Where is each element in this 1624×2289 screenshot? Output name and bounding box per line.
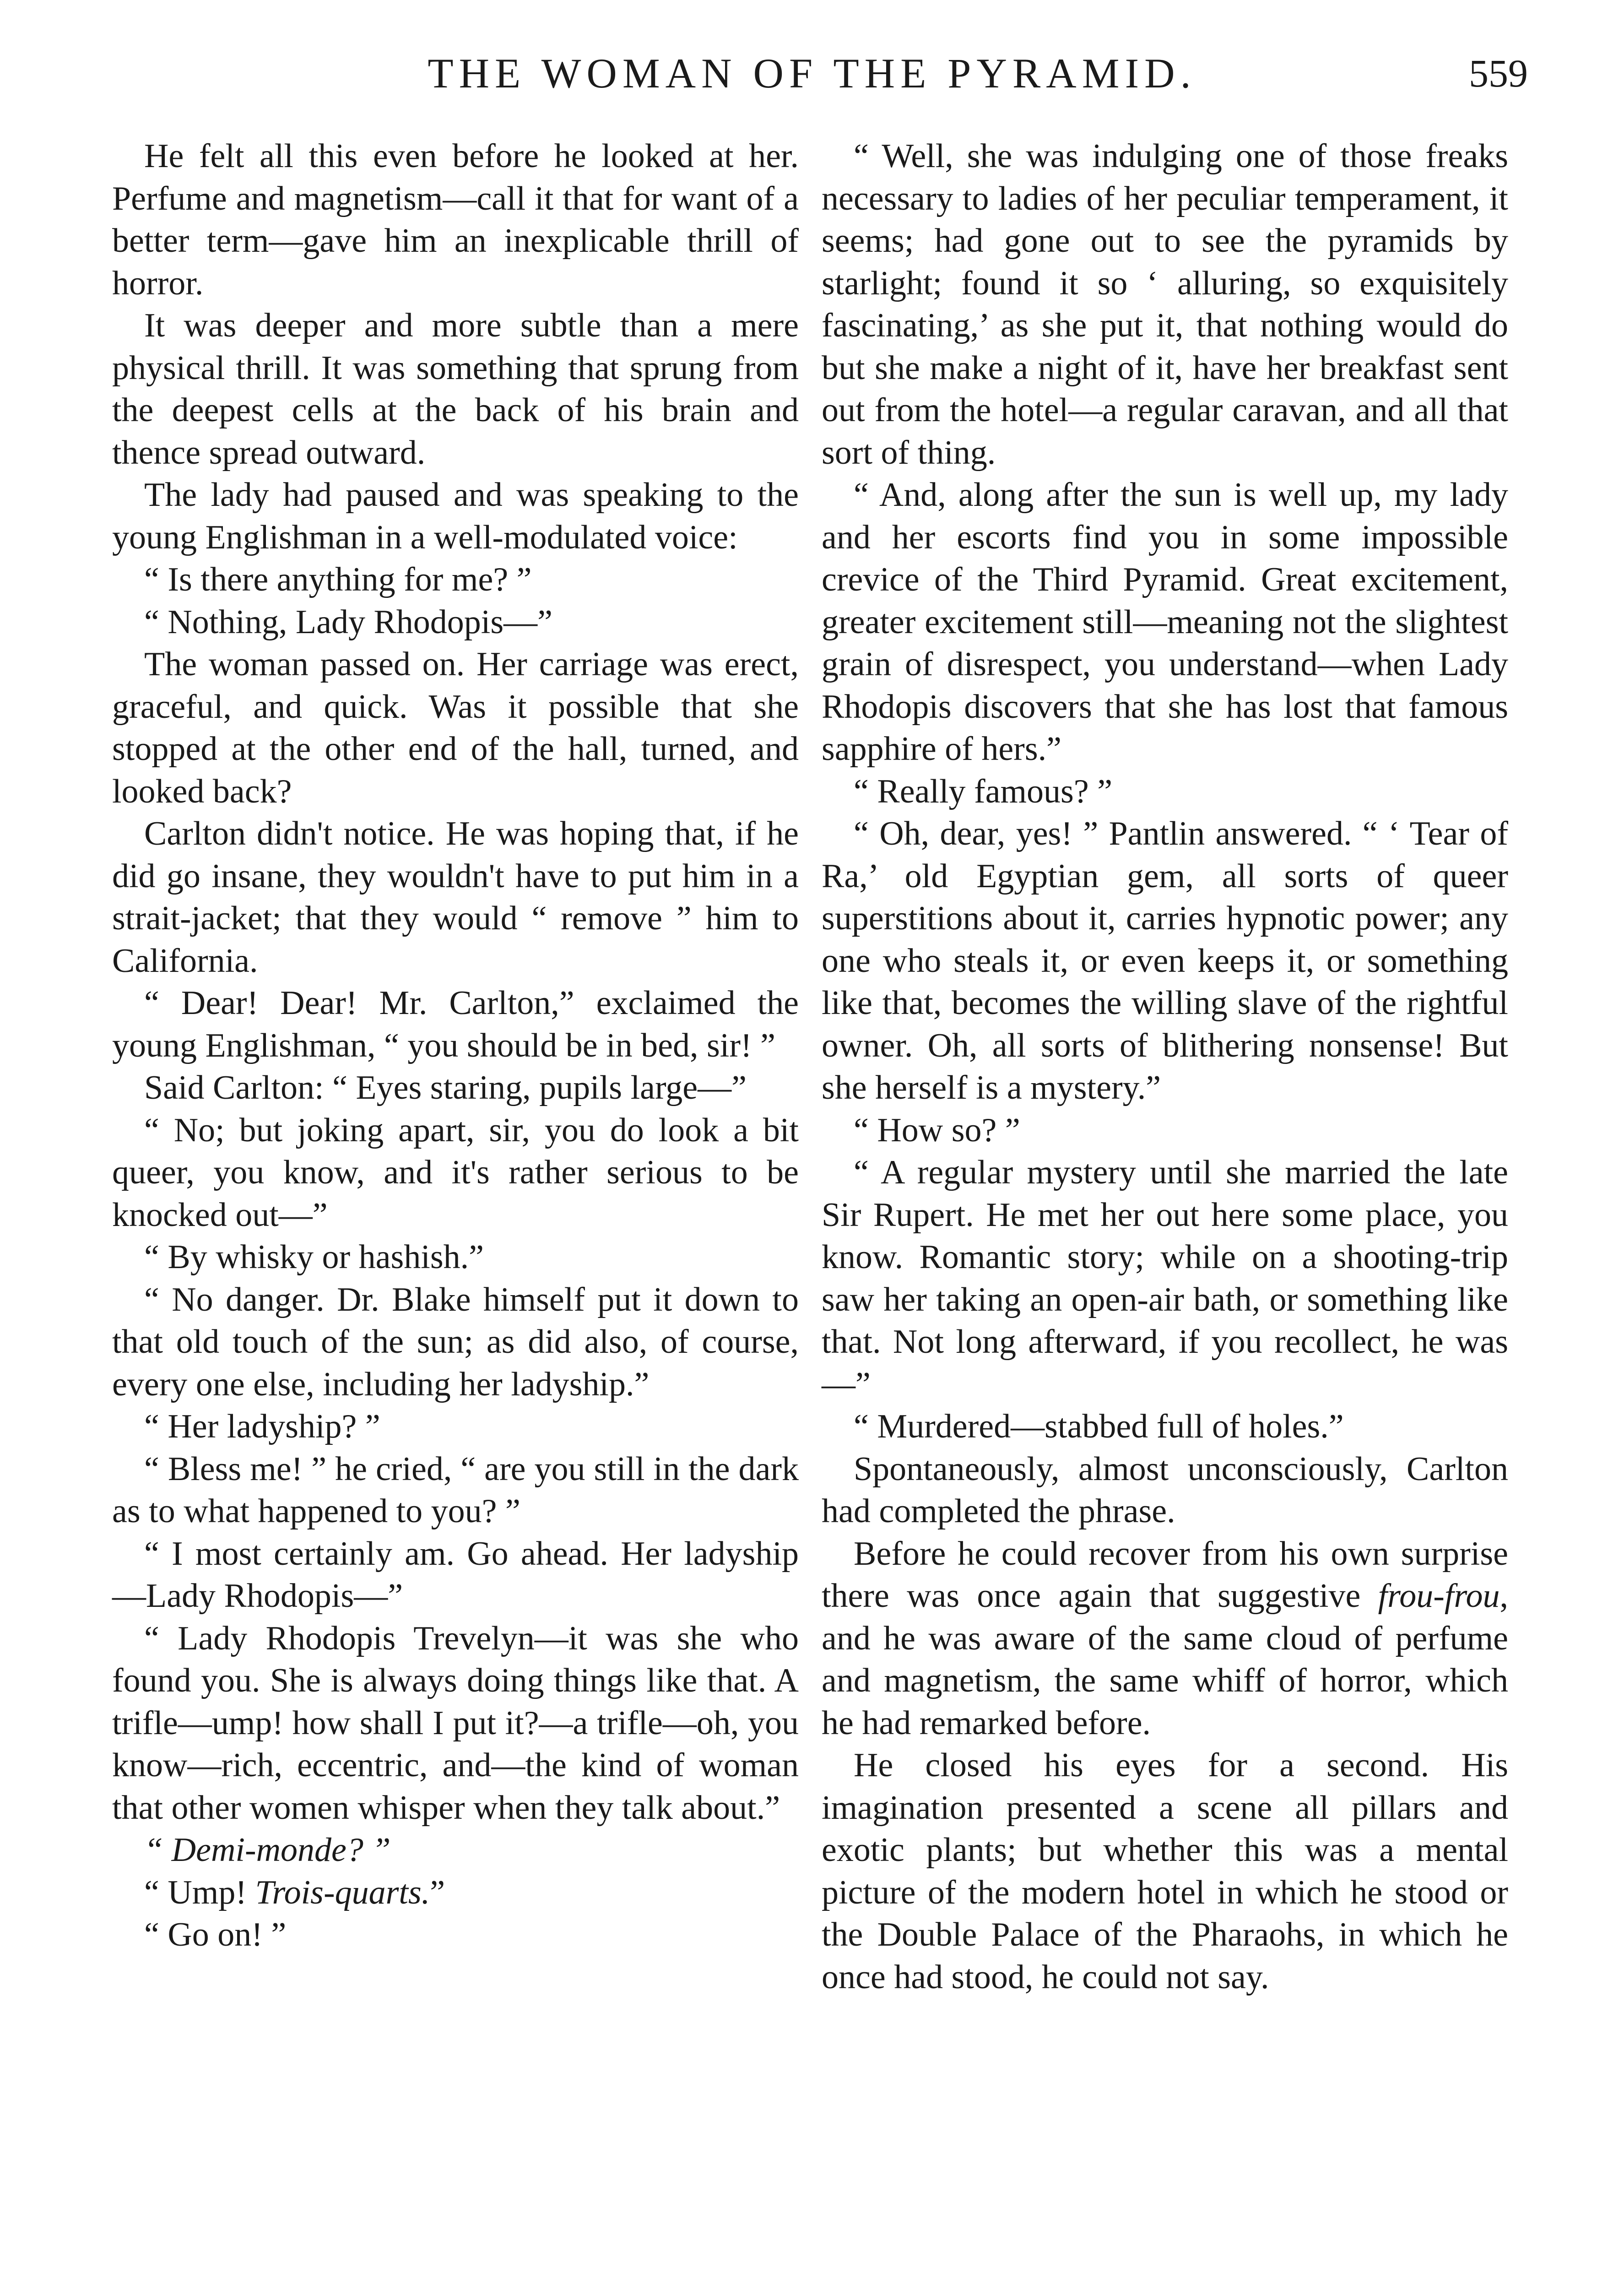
italic-text: frou-frou xyxy=(1378,1577,1500,1615)
text-span: , and he was aware of the same cloud of perfume and magnetism, the same whiff of horror, which he had remarked before. xyxy=(822,1577,1508,1742)
paragraph: “ How so? ” xyxy=(854,1111,1020,1149)
paragraph: “ Is there anything for me? ” xyxy=(144,561,532,598)
italic-text: “ Demi-monde? ” xyxy=(144,1831,391,1869)
paragraph: “ And, along after the sun is well up, my lady and her escorts find you in some impossible crevice of the Third Pyramid. Great excitement, greater excitement still—meaning not the slightest grain of disrespect, you understand—when Lady Rhodopis discovers that she has lost that famous sapphire of hers.” xyxy=(822,476,1508,768)
text-span: ” xyxy=(430,1873,445,1911)
paragraph-demi-monde xyxy=(112,1829,799,1871)
text-span: “ Ump! xyxy=(144,1873,255,1911)
paragraph: “ By whisky or hashish.” xyxy=(144,1238,484,1276)
page-header xyxy=(0,46,1624,101)
paragraph: “ Dear! Dear! Mr. Carlton,” exclaimed the young Englishman, “ you should be in bed, sir! ” xyxy=(112,984,799,1064)
paragraph: Spontaneously, almost unconsciously, Carlton had completed the phrase. xyxy=(822,1450,1508,1530)
paragraph: “ Nothing, Lady Rhodopis—” xyxy=(144,603,553,641)
paragraph: He closed his eyes for a second. His imagination presented a scene all pillars and exotic plants; but whether this was a mental picture of the modern hotel in which he stood or the Double Palace of the Pharaohs, in which he once had stood, he could not say. xyxy=(822,1747,1508,1996)
right-column xyxy=(822,135,1508,1998)
paragraph: “ No danger. Dr. Blake himself put it down to that old touch of the sun; as did also, of course, every one else, including her ladyship.” xyxy=(112,1280,799,1403)
paragraph: “ Murdered—stabbed full of holes.” xyxy=(854,1408,1344,1445)
paragraph: “ I most certainly am. Go ahead. Her ladyship—Lady Rhodopis—” xyxy=(112,1535,799,1615)
paragraph: “ A regular mystery until she married the late Sir Rupert. He met her out here some place, you know. Romantic story; while on a shooting-trip saw her taking an open-air bath, or something like that. Not long afterward, if you recollect, he was—” xyxy=(822,1154,1508,1403)
running-title: THE WOMAN OF THE PYRAMID. xyxy=(428,50,1196,97)
paragraph: “ Her ladyship? ” xyxy=(144,1408,380,1445)
paragraph: “ Really famous? ” xyxy=(854,772,1113,810)
paragraph: “ Bless me! ” he cried, “ are you still in the dark as to what happened to you? ” xyxy=(112,1450,799,1530)
paragraph: Said Carlton: “ Eyes staring, pupils large—” xyxy=(144,1069,747,1107)
text-span: Before he could recover from his own surprise there was once again that suggestive xyxy=(822,1535,1508,1615)
paragraph: “ Oh, dear, yes! ” Pantlin answered. “ ‘ Tear of Ra,’ old Egyptian gem, all sorts of queer superstitions about it, carries hypnotic power; any one who steals it, or even keeps it, or something like that, becomes the willing slave of the rightful owner. Oh, all sorts of blithering nonsense! But she herself is a mystery.” xyxy=(822,815,1508,1107)
left-column xyxy=(112,135,799,1956)
page-number: 559 xyxy=(1469,51,1528,95)
paragraph-frou-frou xyxy=(822,1533,1508,1745)
paragraph: The woman passed on. Her carriage was erect, graceful, and quick. Was it possible that she stopped at the other end of the hall, turned, and looked back? xyxy=(112,645,799,810)
paragraph: “ Go on! ” xyxy=(144,1916,287,1953)
paragraph-trois-quarts xyxy=(112,1871,799,1914)
paragraph: The lady had paused and was speaking to the young Englishman in a well-modulated voice: xyxy=(112,476,799,556)
paragraph: “ No; but joking apart, sir, you do look a bit queer, you know, and it's rather serious to be knocked out—” xyxy=(112,1111,799,1234)
paragraph: “ Well, she was indulging one of those freaks necessary to ladies of her peculiar temperament, it seems; had gone out to see the pyramids by starlight; found it so ‘ alluring, so exquisitely fascinating,’ as she put it, that nothing would do but she make a night of it, have her breakfast sent out from the hotel—a regular caravan, and all that sort of thing. xyxy=(822,137,1508,472)
italic-text: Trois-quarts. xyxy=(255,1873,430,1911)
paragraph: “ Lady Rhodopis Trevelyn—it was she who found you. She is always doing things like that. A trifle—ump! how shall I put it?—a trifle—oh, you know—rich, eccentric, and—the kind of woman that other women whisper when they talk about.” xyxy=(112,1619,799,1827)
paragraph: Carlton didn't notice. He was hoping that, if he did go insane, they wouldn't have to put him in a strait-jacket; that they would “ remove ” him to California. xyxy=(112,815,799,980)
paragraph: He felt all this even before he looked at her. Perfume and magnetism—call it that for want of a better term—gave him an inexplicable thrill of horror. xyxy=(112,137,799,302)
paragraph: It was deeper and more subtle than a mere physical thrill. It was something that sprung from the deepest cells at the back of his brain and thence spread outward. xyxy=(112,307,799,472)
